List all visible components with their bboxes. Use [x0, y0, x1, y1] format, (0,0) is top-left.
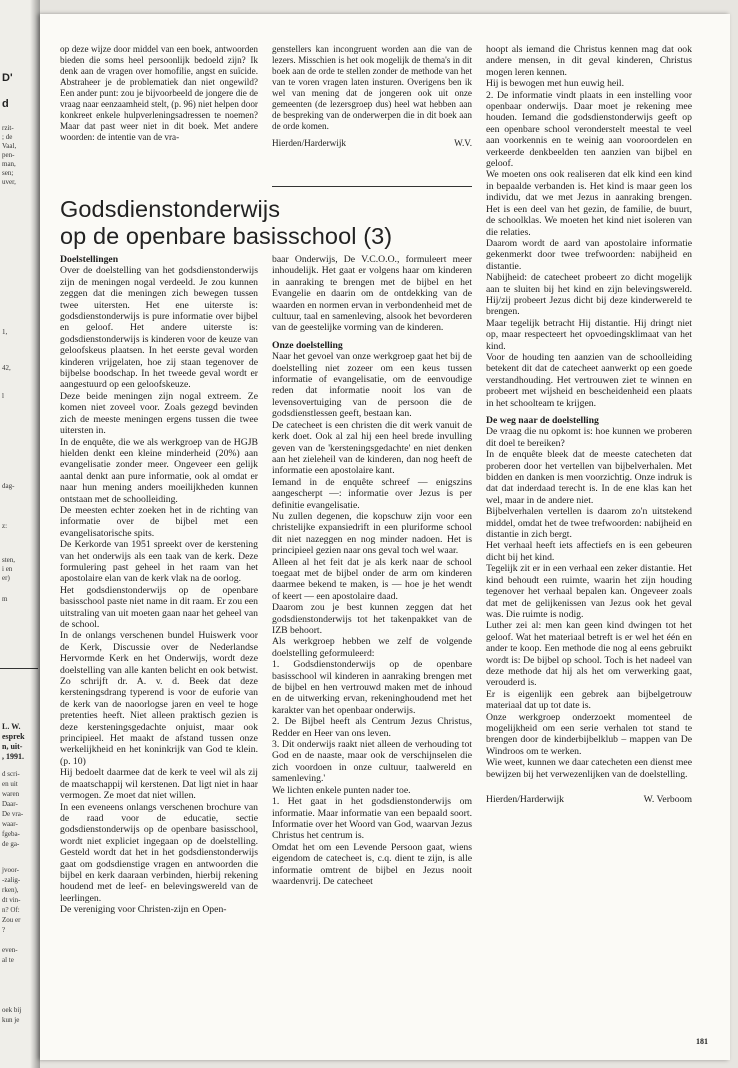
article-title-line1: Godsdienstonderwijs	[60, 196, 281, 222]
gutter-fragment: ; de	[2, 133, 13, 141]
gutter-fragment: L. W.	[2, 722, 21, 731]
gutter-fragment: oek bij	[2, 1006, 22, 1014]
gutter-fragment: Vaal,	[2, 142, 17, 150]
gutter-fragment: De vra-	[2, 810, 24, 818]
signature-initials: W.V.	[454, 138, 472, 148]
signature-place: Hierden/Harderwijk	[272, 138, 346, 148]
paragraph: Iemand in de enquête schreef — enigszins aangescherpt —: informatie over Jezus is per definitie evangelisatie.	[272, 476, 472, 511]
gutter-fragment: l	[2, 392, 4, 400]
paragraph: In de enquête bleek dat de meeste catecheten dat proberen door het vertellen van bijbelverhalen. Met bidden en danken is men voorzichtig. Onze indruk is dat dat inderdaad terecht is. In de ene klas kan het wel, maar in de andere niet.	[486, 449, 692, 506]
signature-place: Hierden/Harderwijk	[486, 794, 565, 805]
paragraph: Het godsdienstonderwijs op de openbare basisschool paste niet name in dit raam. Er zou een uitstraling van uit moeten gaan naar het geheel van de school.	[60, 584, 258, 630]
page-number: 181	[696, 1037, 708, 1046]
gutter-fragment: , 1991.	[2, 752, 24, 761]
paragraph: 2. De informatie vindt plaats in een instelling voor openbaar onderwijs. Daar moet je rekening mee houden. Iemand die godsdienstonderwijs geeft op een openbare school veronderstelt meestal te veel aan voorkennis en te weinig aan vooroordelen en verkeerde denkbeelden ten aanzien van bijbel en geloof.	[486, 89, 692, 170]
paragraph: De vereniging voor Christen-zijn en Open-	[60, 904, 227, 916]
gutter-fragment: de ga-	[2, 840, 20, 848]
article-title	[60, 196, 480, 250]
paragraph: 2. De Bijbel heeft als Centrum Jezus Christus, Redder en Heer van ons leven.	[272, 716, 472, 739]
paragraph: De vraag die nu opkomt is: hoe kunnen we proberen dit doel te bereiken?	[486, 426, 692, 449]
paragraph: Wie weet, kunnen we daar catecheten een dienst mee bewijzen bij het verwezenlijken van de doelstelling.	[486, 757, 692, 780]
gutter-fragment: waar-	[2, 820, 18, 828]
paragraph: Nu zullen degenen, die kopschuw zijn voor een christelijke expansiedrift in een pluriforme school dit niet nazeggen en nog minder nadoen. Het is principieel gezien naar ons geval toch wel waar.	[272, 510, 472, 557]
article-title-line2: op de openbare basisschool (3)	[60, 223, 393, 249]
paragraph: De Kerkorde van 1951 spreekt over de kerstening van het onderwijs als een taak van de kerk. Deze formulering past geheel in het raam van het apostolaire elan van de kerk vlak na de oorlog.	[60, 539, 258, 585]
paragraph: We lichten enkele punten nader toe.	[272, 784, 411, 796]
section-heading: De weg naar de doelstelling	[486, 415, 599, 426]
gutter-fragment: fgeba-	[2, 830, 20, 838]
gutter-fragment: -zalig-	[2, 876, 21, 884]
paragraph: baar Onderwijs, De V.C.O.O., formuleert meer inhoudelijk. Het gaat er volgens haar om kinderen in aanraking te brengen met de bijbel en het Evangelie en daarin om de ontdekking van de waarden en normen ervan in verbondenheid met de cultuur, taal en samenleving, alsook het bevorderen van de geestelijke vorming van de kinderen.	[272, 254, 472, 334]
paragraph: In een eveneens onlangs verschenen brochure van de raad voor de educatie, sectie godsdienstonderwijs op de openbare basisschool, wordt niet expliciet ingegaan op de doelstelling. Gesteld wordt dat het in het godsdienstonderwijs gaat om godsdienstige vragen en antwoorden die bijbel en kerk daaraan verbinden, hierbij rekening houdend met de leef- en belevingswereld van de leerlingen.	[60, 801, 258, 904]
signature-author: W. Verboom	[643, 794, 692, 805]
gutter-fragment: n? Of:	[2, 906, 20, 914]
paragraph: Daarom wordt de aard van apostolaire informatie gekenmerkt door twee trefwoorden: nabijheid en distantie.	[486, 237, 692, 272]
paragraph: hoopt als iemand die Christus kennen mag dat ook andere mensen, in dit geval kinderen, Christus mogen leren kennen.	[486, 44, 692, 78]
gutter-fragment: sten,	[2, 556, 16, 564]
previous-page-gutter	[0, 0, 40, 1068]
paragraph: Daarom zou je best kunnen zeggen dat het godsdienstonderwijs tot het takenpakket van de IZB behoort.	[272, 602, 472, 636]
prev-article-signature	[272, 138, 472, 149]
gutter-fragment: Daar-	[2, 800, 18, 808]
gutter-fragment: n, uit-	[2, 742, 23, 751]
paragraph: Omdat het om een Levende Persoon gaat, wiens eigendom de catecheet is, c.q. dient te zijn, is alle informatie omtrent de bijbel en Jezus nooit waardenvrij. De catecheet	[272, 841, 472, 887]
paragraph: Als werkgroep hebben we zelf de volgende doelstelling geformuleerd:	[272, 636, 472, 659]
gutter-fragment: waren	[2, 790, 20, 798]
gutter-fragment: man,	[2, 160, 16, 168]
article-signature	[486, 794, 692, 805]
magazine-page	[40, 14, 730, 1060]
column-rule	[272, 186, 472, 187]
paragraph: Naar het gevoel van onze werkgroep gaat het bij de doelstelling niet zozeer om een keus tussen informatie of evangelisatie, om de eenvoudige reden dat informatie nooit los van de levensovertuiging van de persoon die de godsdienstlessen geeft, bestaan kan.	[272, 351, 472, 420]
article-column-1	[60, 254, 258, 1034]
paragraph: Het verhaal heeft iets affectiefs en is een gebeuren dicht bij het kind.	[486, 540, 692, 563]
paragraph: Hij bedoelt daarmee dat de kerk te veel wil als zij de maatschappij wil kerstenen. Dat ligt niet in haar vermogen. Ze moet dat niet willen.	[60, 767, 258, 802]
section-heading: Onze doelstelling	[272, 339, 343, 351]
gutter-fragment: dt vin-	[2, 896, 21, 904]
paragraph: De catecheet is een christen die dit werk vanuit de kerk doet. Ook al zal hij een heel brede invulling geven van de 'kersteningsgedachte' en niet denken aan het zieleheil van de kinderen, dan nog heeft de informatie een apostolaire kant.	[272, 419, 472, 477]
paragraph: Voor de houding ten aanzien van de schoolleiding betekent dit dat de catecheet aanwerkt op een goede verstandhouding. Het vertrouwen ziet te winnen en probeert met wijsheid en bescheidenheid een plaats in het schoolteam te krijgen.	[486, 351, 692, 409]
paragraph: Luther zei al: men kan geen kind dwingen tot het geloof. Wat het materiaal betreft is er wel het één en ander te koop. Een methode die nog al eens gebruikt wordt is: De bijbel op school. Toch is het nadeel van deze methode dat hij als het om verwerking gaat, verouderd is.	[486, 620, 692, 689]
gutter-fragment: esprek	[2, 732, 25, 741]
section-heading: Doelstellingen	[60, 254, 119, 265]
article-column-3	[486, 44, 692, 1034]
paragraph: Maar tegelijk betracht Hij distantie. Hij dringt niet op, maar respecteert het opvoedingsklimaat van het kind.	[486, 317, 692, 352]
page-fold-shadow	[30, 0, 40, 1068]
paragraph: In de onlangs verschenen bundel Huiswerk voor de Kerk, Discussie over de Nederlandse Hervormde Kerk en het Onderwijs, wordt deze doelstelling van alle kanten belicht en ook betwist. Zo schrijft dr. A. v. d. Beek dat deze kersteningsdrang typerend is voor de euforie van de kerk van de naoorlogse jaren en veel te hoge pretenties heeft. Niet alleen praktisch gezien is deze kersteningsgedachte onjuist, maar ook principieel. Het maakt de afstand tussen onze werkelijkheid en het koninkrijk van God te klein. (p. 10)	[60, 630, 258, 767]
paragraph: Deze beide meningen zijn nogal extreem. Ze komen niet zoveel voor. Zoals gezegd bevinden zich de meeste meningen ergens tussen die twee uitersten in.	[60, 390, 258, 437]
gutter-fragment: rken),	[2, 886, 19, 894]
paragraph: Tegelijk zit er in een verhaal een zeker distantie. Het kind behoudt een ruimte, waarin het zijn houding tegenover het verhaal bepalen kan. Ongeveer zoals dat met de gelijkenissen van Jezus ook het geval was. Die ruimte is nodig.	[486, 563, 692, 620]
gutter-fragment: D'	[2, 72, 13, 84]
gutter-fragment: rzit-	[2, 124, 14, 132]
paragraph: Hij is bewogen met hun euwig heil.	[486, 78, 625, 90]
gutter-fragment: jvoor-	[2, 866, 19, 874]
gutter-fragment: ?	[2, 926, 6, 934]
paragraph: Onze werkgroep onderzoekt momenteel de mogelijkheid om een serie verhalen tot stand te brengen door de kinderbijbelklub – mappen van De Windroos om te werken.	[486, 711, 692, 757]
gutter-fragment: d	[2, 98, 9, 110]
paragraph: Er is eigenlijk een gebrek aan bijbelgetrouw materiaal dat up tot date is.	[486, 688, 692, 712]
gutter-fragment: Zou er	[2, 916, 21, 924]
paragraph: 1. Godsdienstonderwijs op de openbare basisschool wil kinderen in aanraking brengen met de bijbel en hen vertrouwd maken met de inhoud en de uitwerking ervan, rekeninghoudend met het karakter van het openbaar onderwijs.	[272, 659, 472, 716]
paragraph: We moeten ons ook realiseren dat elk kind een kind in bepaalde verbanden is. Het kind is maar geen los individu, dat we met Jezus in aanraking brengen. Het is een deel van het gezin, de familie, de buurt, de schoolklas. We moeten het kind niet isoleren van die relaties.	[486, 169, 692, 238]
gutter-fragment: dag-	[2, 482, 15, 490]
paragraph: Nabijheid: de catecheet probeert zo dicht mogelijk aan te sluiten bij het kind en zijn belevingswereld. Hij/zij probeert Jezus dicht bij deze kinderwereld te brengen.	[486, 272, 692, 318]
gutter-fragment: uver,	[2, 178, 16, 186]
gutter-fragment: even-	[2, 946, 18, 954]
paragraph: Bijbelverhalen vertellen is daarom zo'n uitstekend middel, omdat het de twee trefwoorden: nabijheid en distantie in zich bergt.	[486, 506, 692, 541]
gutter-fragment: kun je	[2, 1016, 20, 1024]
prev-article-col1	[60, 44, 258, 184]
prev-article-text: op deze wijze door middel van een boek, antwoorden bieden die soms heel persoonlijk bedoeld zijn? Ik denk aan de vragen over homofilie, angst en suïcide. Abstraheer je de problematiek dan niet ongewild? Een ander punt: zou je bijvoorbeeld de jongere die de vraag naar eenzaamheid stelt, (p. 96) niet helpen door konkreet enkele hulpverleningsadressen te noemen? Maar dat past weer niet in dit boek. Met andere woorden: de intentie van de vra-	[60, 44, 258, 142]
paragraph: De meesten echter zoeken het in de richting van informatie over de bijbel met een evangelisatorische spits.	[60, 504, 258, 539]
paragraph: Alleen al het feit dat je als kerk naar de school toegaat met de bijbel onder de arm om kinderen daarmee bekend te maken, is — hoe je het wendt of keert — een apostolaire daad.	[272, 556, 472, 602]
article-column-2	[272, 254, 472, 1034]
gutter-fragment: d scri-	[2, 770, 20, 778]
gutter-fragment: i en	[2, 565, 13, 573]
paragraph: In de enquête, die we als werkgroep van de HGJB hielden denkt een kleine minderheid (20%) aan evangelisatie zonder meer. Ongeveer een gelijk aantal denkt aan pure informatie, ook al omdat er naar hun mening anders moeilijkheden kunnen ontstaan met de schoolleiding.	[60, 436, 258, 505]
gutter-fragment: 42,	[2, 364, 11, 372]
prev-article-text: genstellers kan incongruent worden aan die van de lezers. Misschien is het ook mogelijk de thema's in dit boek aan de orde te stellen zonder de methode van het van te voren vragen laten insturen. Overigens ben ik wel van mening dat de jongeren ook uit onze gemeenten (de lezersgroep dus) heel wat hebben aan de bespreking van de onderwerpen die in dit boek aan de orde komen.	[272, 44, 472, 131]
gutter-fragment: er)	[2, 574, 10, 582]
paragraph: 1. Het gaat in het godsdienstonderwijs om informatie. Maar informatie van een bepaald soort. Informatie over het Woord van God, waarvan Jezus Christus het centrum is.	[272, 796, 472, 842]
gutter-fragment: m	[2, 595, 8, 603]
gutter-fragment: al te	[2, 956, 14, 964]
gutter-fragment: 1,	[2, 328, 8, 336]
paragraph: Over de doelstelling van het godsdienstonderwijs zijn de meningen nogal verdeeld. Je zou kunnen zeggen dat die meningen zich bewegen tussen twee uitersten. Het ene uiterste is: godsdienstonderwijs is pure informatie over bijbel en geloof. Het andere uiterste is: godsdienstonderwijs is kinderen voor de keuze van geloofskeus plaatsen. In het eerste geval worden kinderen vrijgelaten, hoe zij staan tegenover de bijbelse boodschap. In het tweede geval wordt er aangestuurd op een geloofskeuze.	[60, 265, 258, 391]
gutter-fragment: en uit	[2, 780, 18, 788]
gutter-fragment: sen;	[2, 169, 14, 177]
paragraph: 3. Dit onderwijs raakt niet alleen de verhouding tot God en de naaste, maar ook de verschijnselen die zich voordoen in onze cultuur, taalwereld en samenleving.'	[272, 739, 472, 785]
prev-article-col2	[272, 44, 472, 189]
gutter-fragment: z:	[2, 522, 8, 530]
gutter-fragment: pen-	[2, 151, 15, 159]
